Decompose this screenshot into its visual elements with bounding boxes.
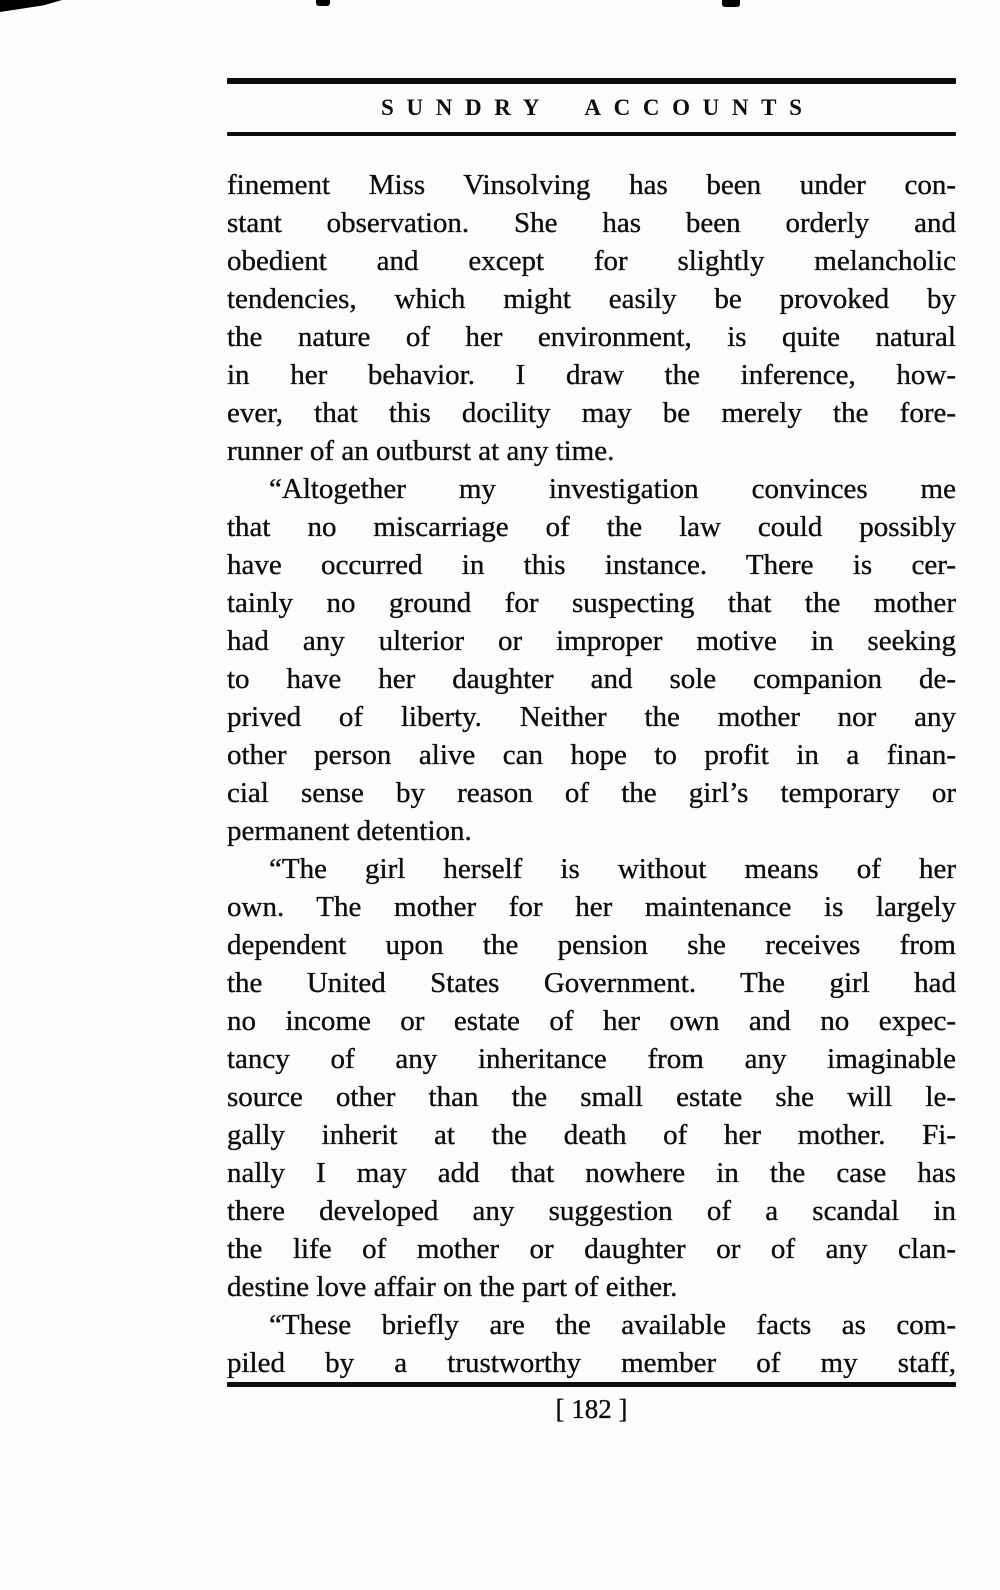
text-line: runner of an outburst at any time.	[227, 435, 615, 467]
text-line: tainly no ground for suspecting that the mother	[227, 587, 956, 619]
text-line: “Altogether my investigation convinces me	[269, 473, 956, 505]
text-line: “The girl herself is without means of her	[269, 853, 956, 885]
text-line: ever, that this docility may be merely the fore-	[227, 397, 956, 429]
text-line: “These briefly are the available facts as com-	[269, 1309, 956, 1341]
paragraph	[227, 470, 956, 850]
text-line: had any ulterior or improper motive in seeking	[227, 625, 956, 657]
text-line: permanent detention.	[227, 815, 472, 847]
text-line: source other than the small estate she will le-	[227, 1081, 956, 1113]
text-line: destine love affair on the part of either.	[227, 1271, 678, 1303]
page-number: [ 182 ]	[555, 1394, 628, 1424]
text-line: the nature of her environment, is quite natural	[227, 321, 956, 353]
text-line: no income or estate of her own and no expec-	[227, 1005, 956, 1037]
text-line: the life of mother or daughter or of any clan-	[227, 1233, 956, 1265]
text-line: finement Miss Vinsolving has been under con-	[227, 169, 956, 201]
paragraph	[227, 850, 956, 1306]
page-content	[227, 78, 956, 1425]
text-line: stant observation. She has been orderly and	[227, 207, 956, 239]
text-line: piled by a trustworthy member of my staff,	[227, 1347, 956, 1379]
text-line: own. The mother for her maintenance is largely	[227, 891, 956, 923]
header-rule	[227, 132, 956, 136]
text-line: there developed any suggestion of a scandal in	[227, 1195, 956, 1227]
page-footer	[227, 1382, 956, 1425]
text-line: tancy of any inheritance from any imaginable	[227, 1043, 956, 1075]
text-line: tendencies, which might easily be provoked by	[227, 283, 956, 315]
text-line: to have her daughter and sole companion de-	[227, 663, 956, 695]
scan-artifact	[722, 0, 740, 7]
text-line: cial sense by reason of the girl’s temporary or	[227, 777, 956, 809]
running-header: SUNDRY ACCOUNTS	[381, 95, 815, 120]
text-line: dependent upon the pension she receives from	[227, 929, 956, 961]
scan-artifact	[316, 0, 330, 6]
text-line: that no miscarriage of the law could possibly	[227, 511, 956, 543]
text-line: have occurred in this instance. There is cer-	[227, 549, 956, 581]
text-line: in her behavior. I draw the inference, how-	[227, 359, 956, 391]
paragraph	[227, 166, 956, 470]
text-line: prived of liberty. Neither the mother nor any	[227, 701, 956, 733]
text-line: obedient and except for slightly melancholic	[227, 245, 956, 277]
text-line: the United States Government. The girl had	[227, 967, 956, 999]
text-line: nally I may add that nowhere in the case has	[227, 1157, 956, 1189]
scan-artifact	[0, 0, 62, 12]
text-line: other person alive can hope to profit in a finan-	[227, 739, 956, 771]
paragraph	[227, 1306, 956, 1382]
page-body	[227, 166, 956, 1382]
text-line: gally inherit at the death of her mother. Fi-	[227, 1119, 956, 1151]
